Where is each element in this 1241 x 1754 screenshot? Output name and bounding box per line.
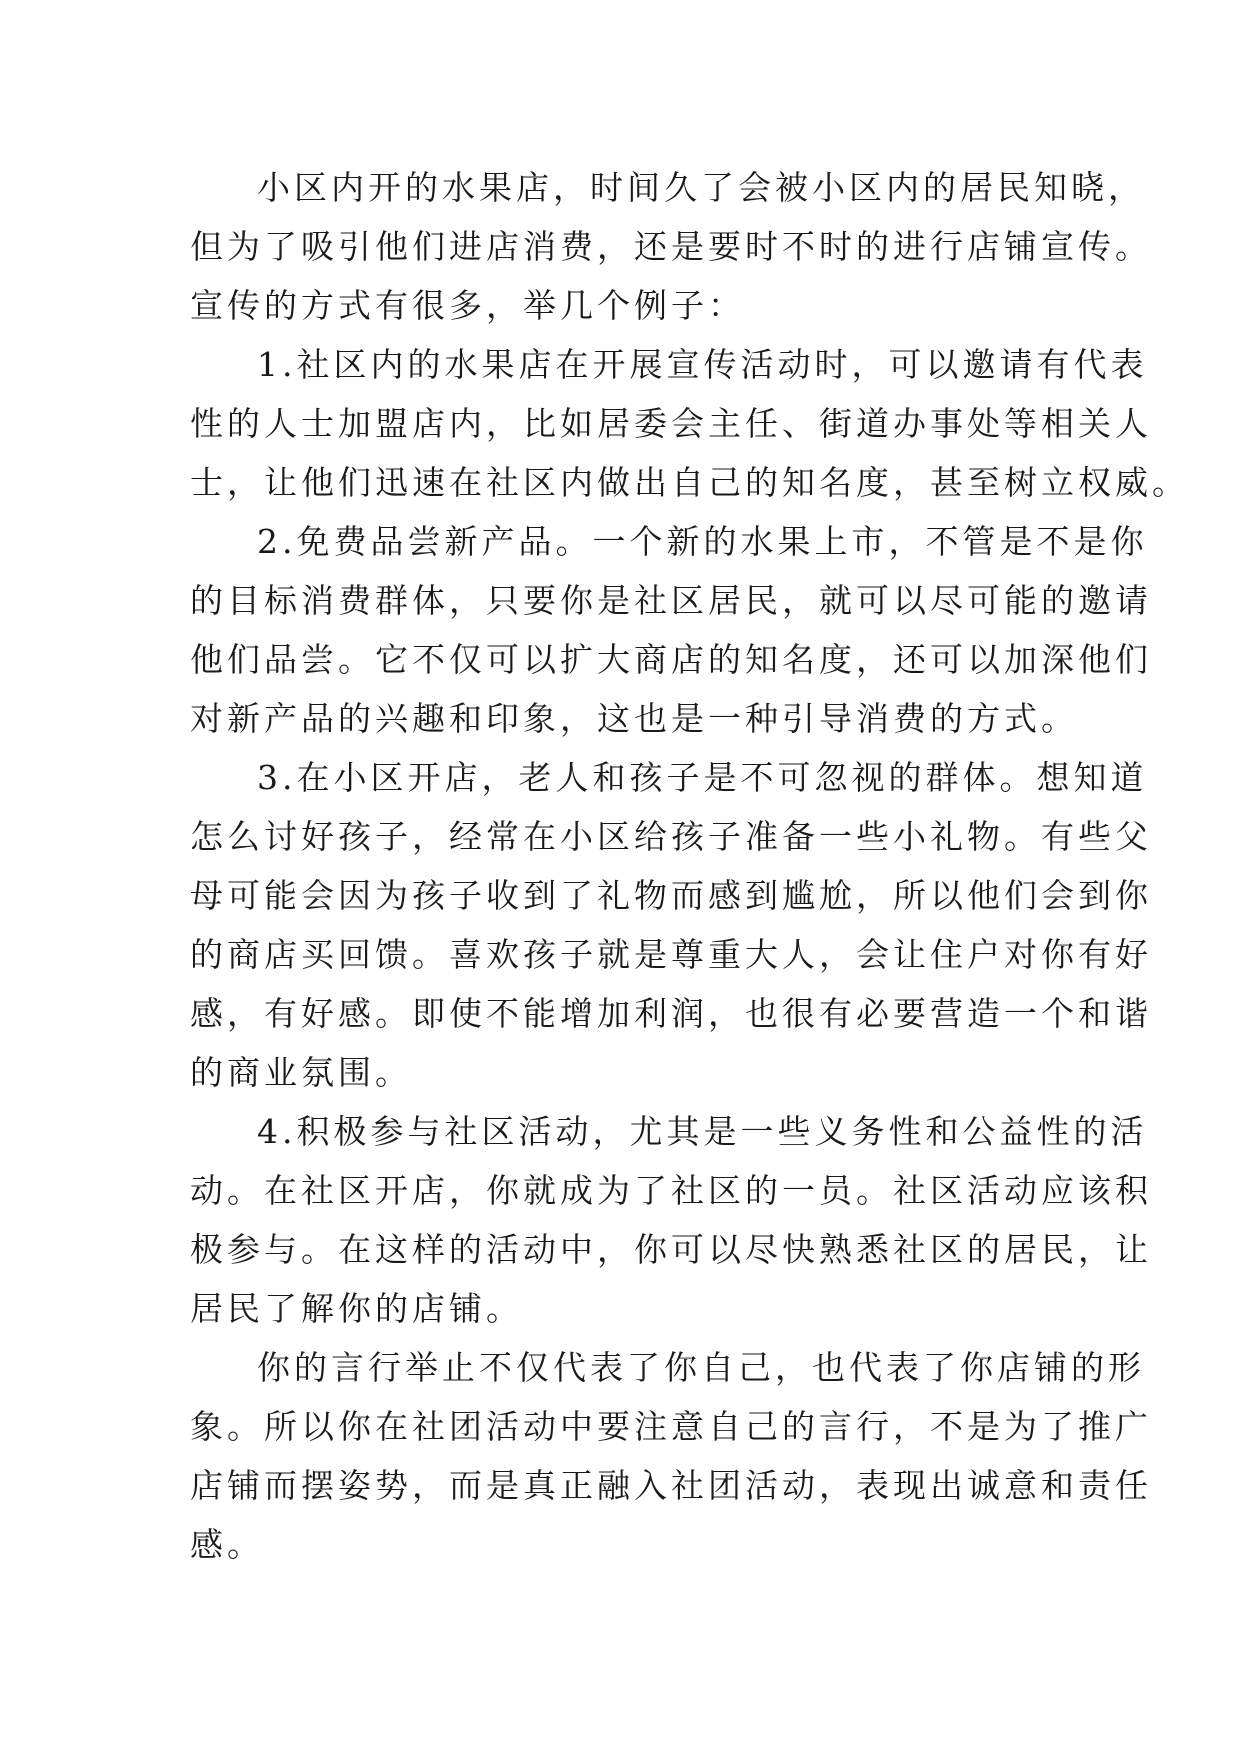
document-body — [190, 158, 1189, 1574]
text-line: 极参与。在这样的活动中，你可以尽快熟悉社区的居民，让 — [190, 1230, 1152, 1269]
text-line: 4.积极参与社区活动，尤其是一些义务性和公益性的活 — [257, 1112, 1148, 1151]
text-line: 店铺而摆姿势，而是真正融入社团活动，表现出诚意和责任 — [190, 1466, 1152, 1505]
text-line: 3.在小区开店，老人和孩子是不可忽视的群体。想知道 — [257, 758, 1148, 797]
text-line: 你的言行举止不仅代表了你自己，也代表了你店铺的形 — [257, 1348, 1145, 1387]
text-line: 的商店买回馈。喜欢孩子就是尊重大人，会让住户对你有好 — [190, 935, 1152, 974]
text-line: 他们品尝。它不仅可以扩大商店的知名度，还可以加深他们 — [190, 640, 1152, 679]
text-line: 感。 — [190, 1525, 264, 1564]
text-line: 感，有好感。即使不能增加利润，也很有必要营造一个和谐 — [190, 994, 1152, 1033]
text-line: 对新产品的兴趣和印象，这也是一种引导消费的方式。 — [190, 699, 1078, 738]
text-line: 小区内开的水果店，时间久了会被小区内的居民知晓， — [257, 168, 1145, 207]
text-line: 居民了解你的店铺。 — [190, 1289, 523, 1328]
text-line: 动。在社区开店，你就成为了社区的一员。社区活动应该积 — [190, 1171, 1152, 1210]
text-line: 性的人士加盟店内，比如居委会主任、街道办事处等相关人 — [190, 404, 1152, 443]
text-line: 的目标消费群体，只要你是社区居民，就可以尽可能的邀请 — [190, 581, 1152, 620]
text-line: 宣传的方式有很多，举几个例子： — [190, 286, 745, 325]
text-line: 2.免费品尝新产品。一个新的水果上市，不管是不是你 — [257, 522, 1148, 561]
text-line: 象。所以你在社团活动中要注意自己的言行，不是为了推广 — [190, 1407, 1152, 1446]
text-line: 怎么讨好孩子，经常在小区给孩子准备一些小礼物。有些父 — [190, 817, 1152, 856]
text-line: 的商业氛围。 — [190, 1053, 412, 1092]
text-line: 母可能会因为孩子收到了礼物而感到尴尬，所以他们会到你 — [190, 876, 1152, 915]
text-line: 1.社区内的水果店在开展宣传活动时，可以邀请有代表 — [257, 345, 1148, 384]
text-line: 但为了吸引他们进店消费，还是要时不时的进行店铺宣传。 — [190, 227, 1152, 266]
text-line: 士，让他们迅速在社区内做出自己的知名度，甚至树立权威。 — [190, 463, 1189, 502]
